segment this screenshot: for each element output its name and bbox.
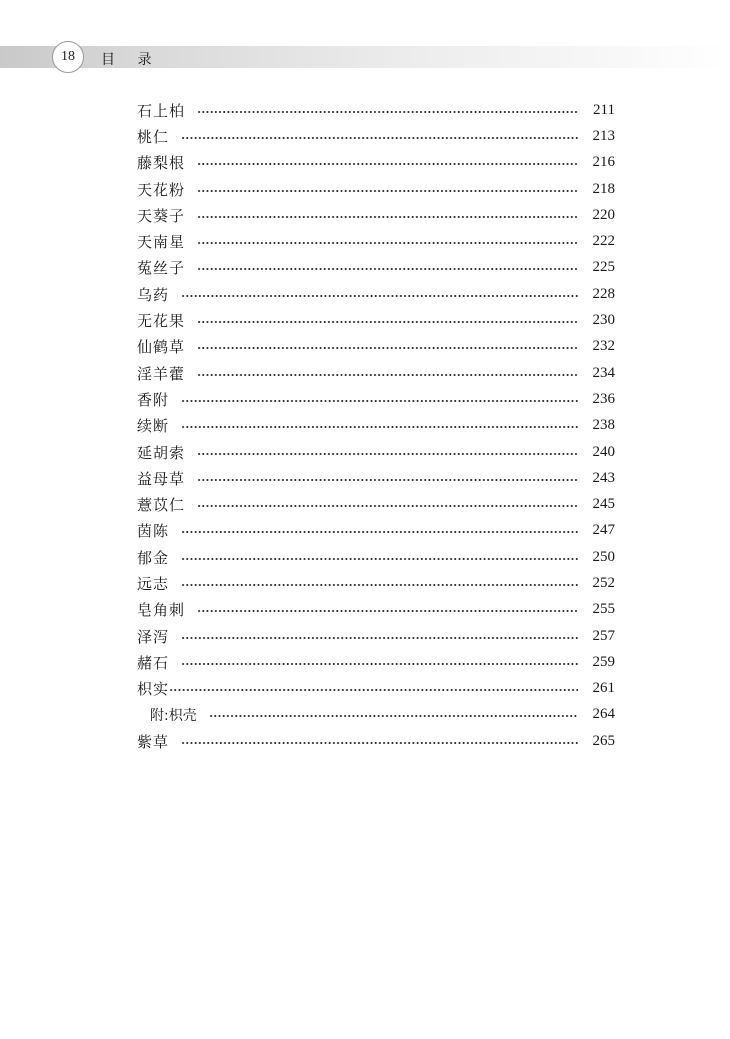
toc-dot-leader bbox=[197, 453, 578, 455]
toc-entry[interactable] bbox=[137, 228, 615, 254]
toc-entry[interactable] bbox=[137, 176, 615, 202]
toc-entry-title: 紫草 bbox=[137, 732, 170, 751]
toc-entry-title: 续断 bbox=[137, 417, 170, 436]
toc-dot-leader bbox=[197, 479, 578, 481]
toc-entry-title: 淫羊藿 bbox=[137, 364, 186, 383]
toc-entry-page: 247 bbox=[592, 522, 615, 539]
toc-dot-leader bbox=[181, 637, 578, 639]
toc-entry-title: 天南星 bbox=[137, 233, 186, 252]
toc-entry-title: 石上柏 bbox=[137, 101, 186, 120]
toc-entry[interactable] bbox=[137, 123, 615, 149]
toc-dot-leader bbox=[197, 610, 578, 612]
toc-dot-leader bbox=[181, 426, 578, 428]
toc-dot-leader bbox=[181, 137, 578, 139]
toc-entry-page: 232 bbox=[592, 338, 615, 355]
toc-entry[interactable] bbox=[137, 307, 615, 333]
toc-entry-title: 赭石 bbox=[137, 653, 170, 672]
toc-entry-page: 252 bbox=[592, 574, 615, 591]
toc-entry-page: 211 bbox=[593, 101, 615, 118]
toc-dot-leader bbox=[181, 531, 578, 533]
toc-entry[interactable] bbox=[137, 518, 615, 544]
toc-entry-page: 259 bbox=[592, 653, 615, 670]
toc-entry-page: 236 bbox=[592, 390, 615, 407]
toc-dot-leader bbox=[197, 163, 578, 165]
toc-entry-title: 枳实 bbox=[137, 680, 170, 699]
toc-entry[interactable] bbox=[137, 623, 615, 649]
toc-entry[interactable] bbox=[137, 97, 615, 123]
toc-entry-title: 附:枳壳 bbox=[150, 707, 197, 724]
toc-entry[interactable] bbox=[137, 728, 615, 754]
toc-entry-page: 238 bbox=[592, 417, 615, 434]
toc-dot-leader bbox=[181, 584, 578, 586]
table-of-contents bbox=[137, 97, 615, 754]
toc-subentry[interactable] bbox=[137, 702, 615, 728]
toc-entry-page: 213 bbox=[592, 127, 615, 144]
toc-entry-title: 无花果 bbox=[137, 312, 186, 331]
toc-dot-leader bbox=[197, 268, 578, 270]
toc-entry-page: 220 bbox=[592, 206, 615, 223]
toc-dot-leader bbox=[181, 558, 578, 560]
toc-entry[interactable] bbox=[137, 413, 615, 439]
toc-entry-page: 240 bbox=[592, 443, 615, 460]
toc-dot-leader bbox=[197, 216, 578, 218]
toc-entry-title: 仙鹤草 bbox=[137, 338, 186, 357]
toc-entry-title: 延胡索 bbox=[137, 443, 186, 462]
toc-entry[interactable] bbox=[137, 202, 615, 228]
toc-dot-leader bbox=[197, 242, 578, 244]
toc-entry-title: 藤梨根 bbox=[137, 154, 186, 173]
toc-entry-title: 桃仁 bbox=[137, 127, 170, 146]
toc-entry-page: 265 bbox=[592, 732, 615, 749]
toc-entry[interactable] bbox=[137, 465, 615, 491]
toc-entry-title: 菟丝子 bbox=[137, 259, 186, 278]
toc-dot-leader bbox=[209, 715, 578, 717]
toc-dot-leader bbox=[197, 347, 578, 349]
section-title: 目 录 bbox=[101, 52, 161, 68]
toc-entry-page: 216 bbox=[592, 154, 615, 171]
toc-dot-leader bbox=[197, 505, 578, 507]
toc-entry-title: 天花粉 bbox=[137, 180, 186, 199]
toc-entry-title: 天葵子 bbox=[137, 206, 186, 225]
toc-entry-title: 乌药 bbox=[137, 285, 170, 304]
toc-entry[interactable] bbox=[137, 439, 615, 465]
toc-entry-title: 茵陈 bbox=[137, 522, 170, 541]
toc-entry[interactable] bbox=[137, 255, 615, 281]
toc-dot-leader bbox=[197, 321, 578, 323]
toc-dot-leader bbox=[197, 111, 578, 113]
toc-dot-leader bbox=[181, 663, 578, 665]
toc-entry-page: 222 bbox=[592, 233, 615, 250]
toc-entry[interactable] bbox=[137, 360, 615, 386]
toc-entry[interactable] bbox=[137, 386, 615, 412]
toc-entry-title: 益母草 bbox=[137, 469, 186, 488]
toc-entry-page: 230 bbox=[592, 312, 615, 329]
toc-entry-page: 225 bbox=[592, 259, 615, 276]
toc-entry[interactable] bbox=[137, 570, 615, 596]
toc-entry[interactable] bbox=[137, 649, 615, 675]
toc-dot-leader bbox=[197, 374, 578, 376]
toc-entry-page: 257 bbox=[592, 627, 615, 644]
toc-entry-page: 218 bbox=[592, 180, 615, 197]
page-number: 18 bbox=[61, 49, 75, 64]
toc-entry-page: 250 bbox=[592, 548, 615, 565]
page-number-badge bbox=[52, 41, 84, 73]
toc-entry-title: 郁金 bbox=[137, 548, 170, 567]
toc-entry[interactable] bbox=[137, 544, 615, 570]
toc-entry[interactable] bbox=[137, 150, 615, 176]
toc-entry-page: 243 bbox=[592, 469, 615, 486]
toc-entry-page: 234 bbox=[592, 364, 615, 381]
toc-entry-title: 远志 bbox=[137, 574, 170, 593]
toc-entry-title: 泽泻 bbox=[137, 627, 170, 646]
toc-entry-page: 255 bbox=[592, 601, 615, 618]
toc-dot-leader bbox=[197, 190, 578, 192]
toc-entry-page: 228 bbox=[592, 285, 615, 302]
toc-entry-page: 245 bbox=[592, 496, 615, 513]
toc-entry-title: 皂角刺 bbox=[137, 601, 186, 620]
toc-dot-leader bbox=[181, 295, 578, 297]
toc-entry-title: 香附 bbox=[137, 390, 170, 409]
toc-entry-page: 264 bbox=[592, 706, 615, 723]
toc-dot-leader bbox=[169, 689, 578, 691]
toc-entry[interactable] bbox=[137, 491, 615, 517]
toc-dot-leader bbox=[181, 742, 578, 744]
toc-entry[interactable] bbox=[137, 676, 615, 702]
toc-entry-title: 薏苡仁 bbox=[137, 496, 186, 515]
toc-entry[interactable] bbox=[137, 597, 615, 623]
toc-dot-leader bbox=[181, 400, 578, 402]
toc-entry[interactable] bbox=[137, 281, 615, 307]
toc-entry[interactable] bbox=[137, 334, 615, 360]
toc-entry-page: 261 bbox=[592, 680, 615, 697]
